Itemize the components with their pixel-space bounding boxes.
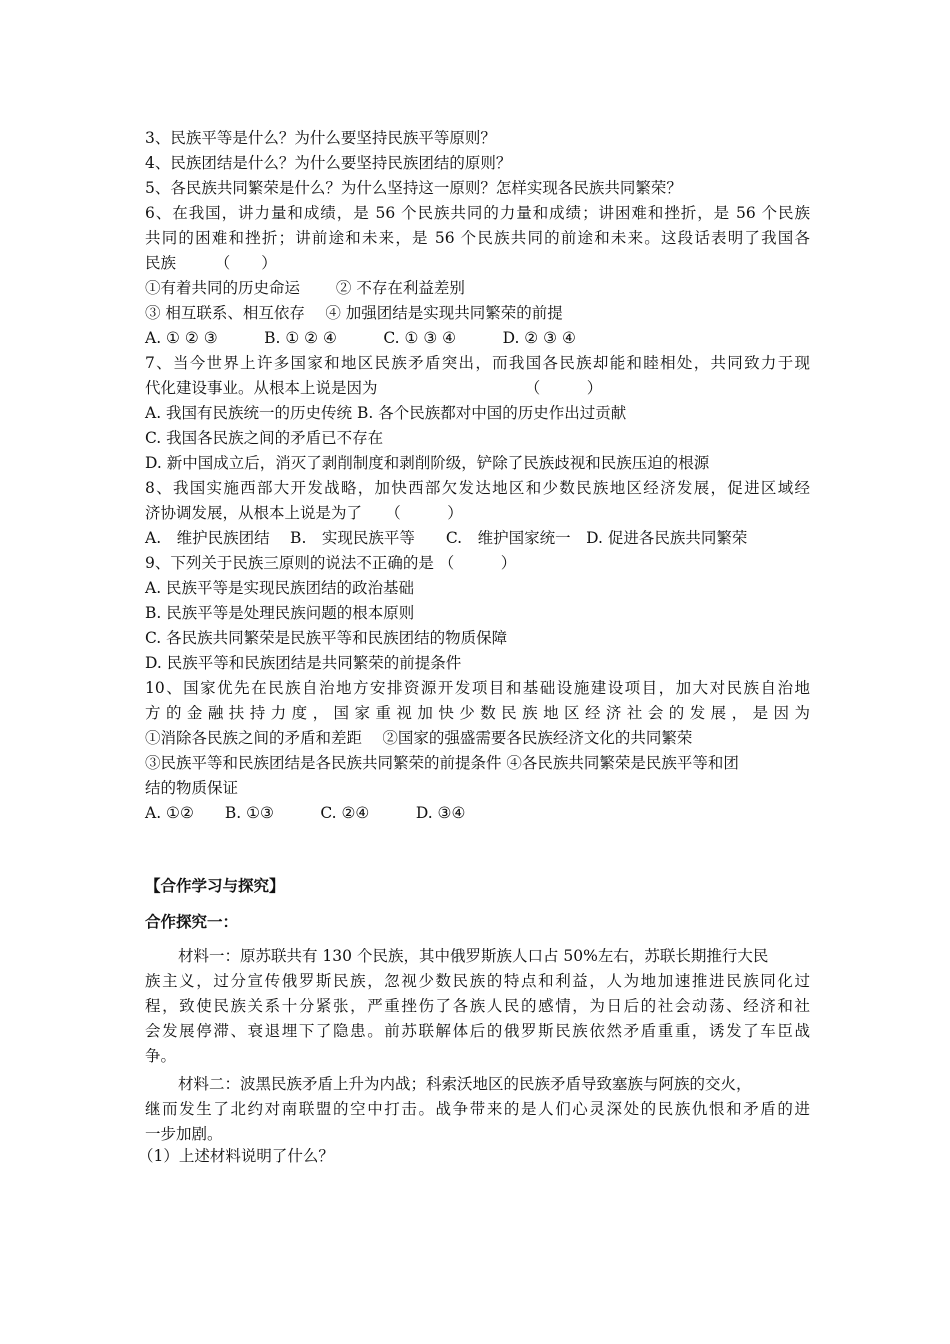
- question-10-option-line-1: ①消除各民族之间的矛盾和差距 ②国家的强盛需要各民族经济文化的共同繁荣: [145, 729, 693, 747]
- discussion-question-1: （1）上述材料说明了什么？: [138, 1147, 334, 1165]
- question-9-option-d: D. 民族平等和民族团结是共同繁荣的前提条件: [145, 654, 462, 672]
- question-10-option-line-3: 结的物质保证: [145, 779, 239, 797]
- question-6-answers: A. ① ② ③ B. ① ② ④ C. ① ③ ④ D. ② ③ ④: [145, 329, 576, 347]
- material-1-line-2: 族主义，过分宣传俄罗斯民族，忽视少数民族的特点和利益，人为地加速推进民族同化过: [145, 972, 810, 990]
- question-10-answers: A. ①② B. ①③ C. ②④ D. ③④: [145, 804, 466, 822]
- question-3: 3、民族平等是什么？为什么要坚持民族平等原则？: [145, 129, 496, 147]
- question-5: 5、各民族共同繁荣是什么？为什么坚持这一原则？怎样实现各民族共同繁荣？: [145, 179, 682, 197]
- question-9: 9、下列关于民族三原则的说法不正确的是 （ ）: [145, 554, 517, 572]
- material-1-line-1: 材料一：原苏联共有 130 个民族，其中俄罗斯族人口占 50%左右，苏联长期推行大民: [178, 947, 769, 965]
- question-10-line-2: 方的金融扶持力度，国家重视加快少数民族地区经济社会的发展，是因为: [145, 704, 810, 722]
- material-1-line-4: 会发展停滞、衰退埋下了隐患。前苏联解体后的俄罗斯民族依然矛盾重重，诱发了车臣战: [145, 1022, 810, 1040]
- question-9-option-a: A. 民族平等是实现民族团结的政治基础: [145, 579, 415, 597]
- question-6-line-2: 共同的困难和挫折；讲前途和未来，是 56 个民族共同的前途和未来。这段话表明了我国各: [145, 229, 810, 247]
- question-9-option-b: B. 民族平等是处理民族问题的根本原则: [145, 604, 415, 622]
- question-7-option-d: D. 新中国成立后，消灭了剥削制度和剥削阶级，铲除了民族歧视和民族压迫的根源: [145, 454, 710, 472]
- question-7-option-a: A. 我国有民族统一的历史传统 B. 各个民族都对中国的历史作出过贡献: [145, 404, 627, 422]
- material-1-line-5: 争。: [145, 1047, 177, 1065]
- question-6-option-line-1: ①有着共同的历史命运 ② 不存在利益差别: [145, 279, 465, 297]
- section-heading: 【合作学习与探究】: [145, 876, 285, 895]
- question-7-line-2: 代化建设事业。从根本上说是因为 （ ）: [145, 379, 603, 397]
- question-10-line-1: 10、国家优先在民族自治地方安排资源开发项目和基础设施建设项目，加大对民族自治地: [145, 679, 810, 697]
- material-1-line-3: 程，致使民族关系十分紧张，严重挫伤了各族人民的感情，为日后的社会动荡、经济和社: [145, 997, 810, 1015]
- question-8-answers: A. 维护民族团结 B. 实现民族平等 C. 维护国家统一 D. 促进各民族共同繁荣: [145, 529, 748, 547]
- question-6-option-line-2: ③ 相互联系、相互依存 ④ 加强团结是实现共同繁荣的前提: [145, 304, 563, 322]
- question-6-line-1: 6、在我国，讲力量和成绩，是 56 个民族共同的力量和成绩；讲困难和挫折，是 56 个民族: [145, 204, 810, 222]
- question-7-option-c: C. 我国各民族之间的矛盾已不存在: [145, 429, 384, 447]
- question-9-option-c: C. 各民族共同繁荣是民族平等和民族团结的物质保障: [145, 629, 508, 647]
- question-6-line-3: 民族 （ ）: [145, 254, 277, 272]
- material-2-line-2: 继而发生了北约对南联盟的空中打击。战争带来的是人们心灵深处的民族仇恨和矛盾的进: [145, 1100, 810, 1118]
- question-4: 4、民族团结是什么？为什么要坚持民族团结的原则？: [145, 154, 512, 172]
- question-8-line-2: 济协调发展，从根本上说是为了 （ ）: [145, 504, 463, 522]
- question-8-line-1: 8、我国实施西部大开发战略，加快西部欠发达地区和少数民族地区经济发展，促进区域经: [145, 479, 810, 497]
- section-subheading: 合作探究一：: [145, 912, 239, 931]
- question-7-line-1: 7、当今世界上许多国家和地区民族矛盾突出，而我国各民族却能和睦相处，共同致力于现: [145, 354, 810, 372]
- material-2-line-3: 一步加剧。: [145, 1125, 223, 1143]
- question-10-option-line-2: ③民族平等和民族团结是各民族共同繁荣的前提条件 ④各民族共同繁荣是民族平等和团: [145, 754, 739, 772]
- material-2-line-1: 材料二：波黑民族矛盾上升为内战；科索沃地区的民族矛盾导致塞族与阿族的交火，: [178, 1075, 752, 1093]
